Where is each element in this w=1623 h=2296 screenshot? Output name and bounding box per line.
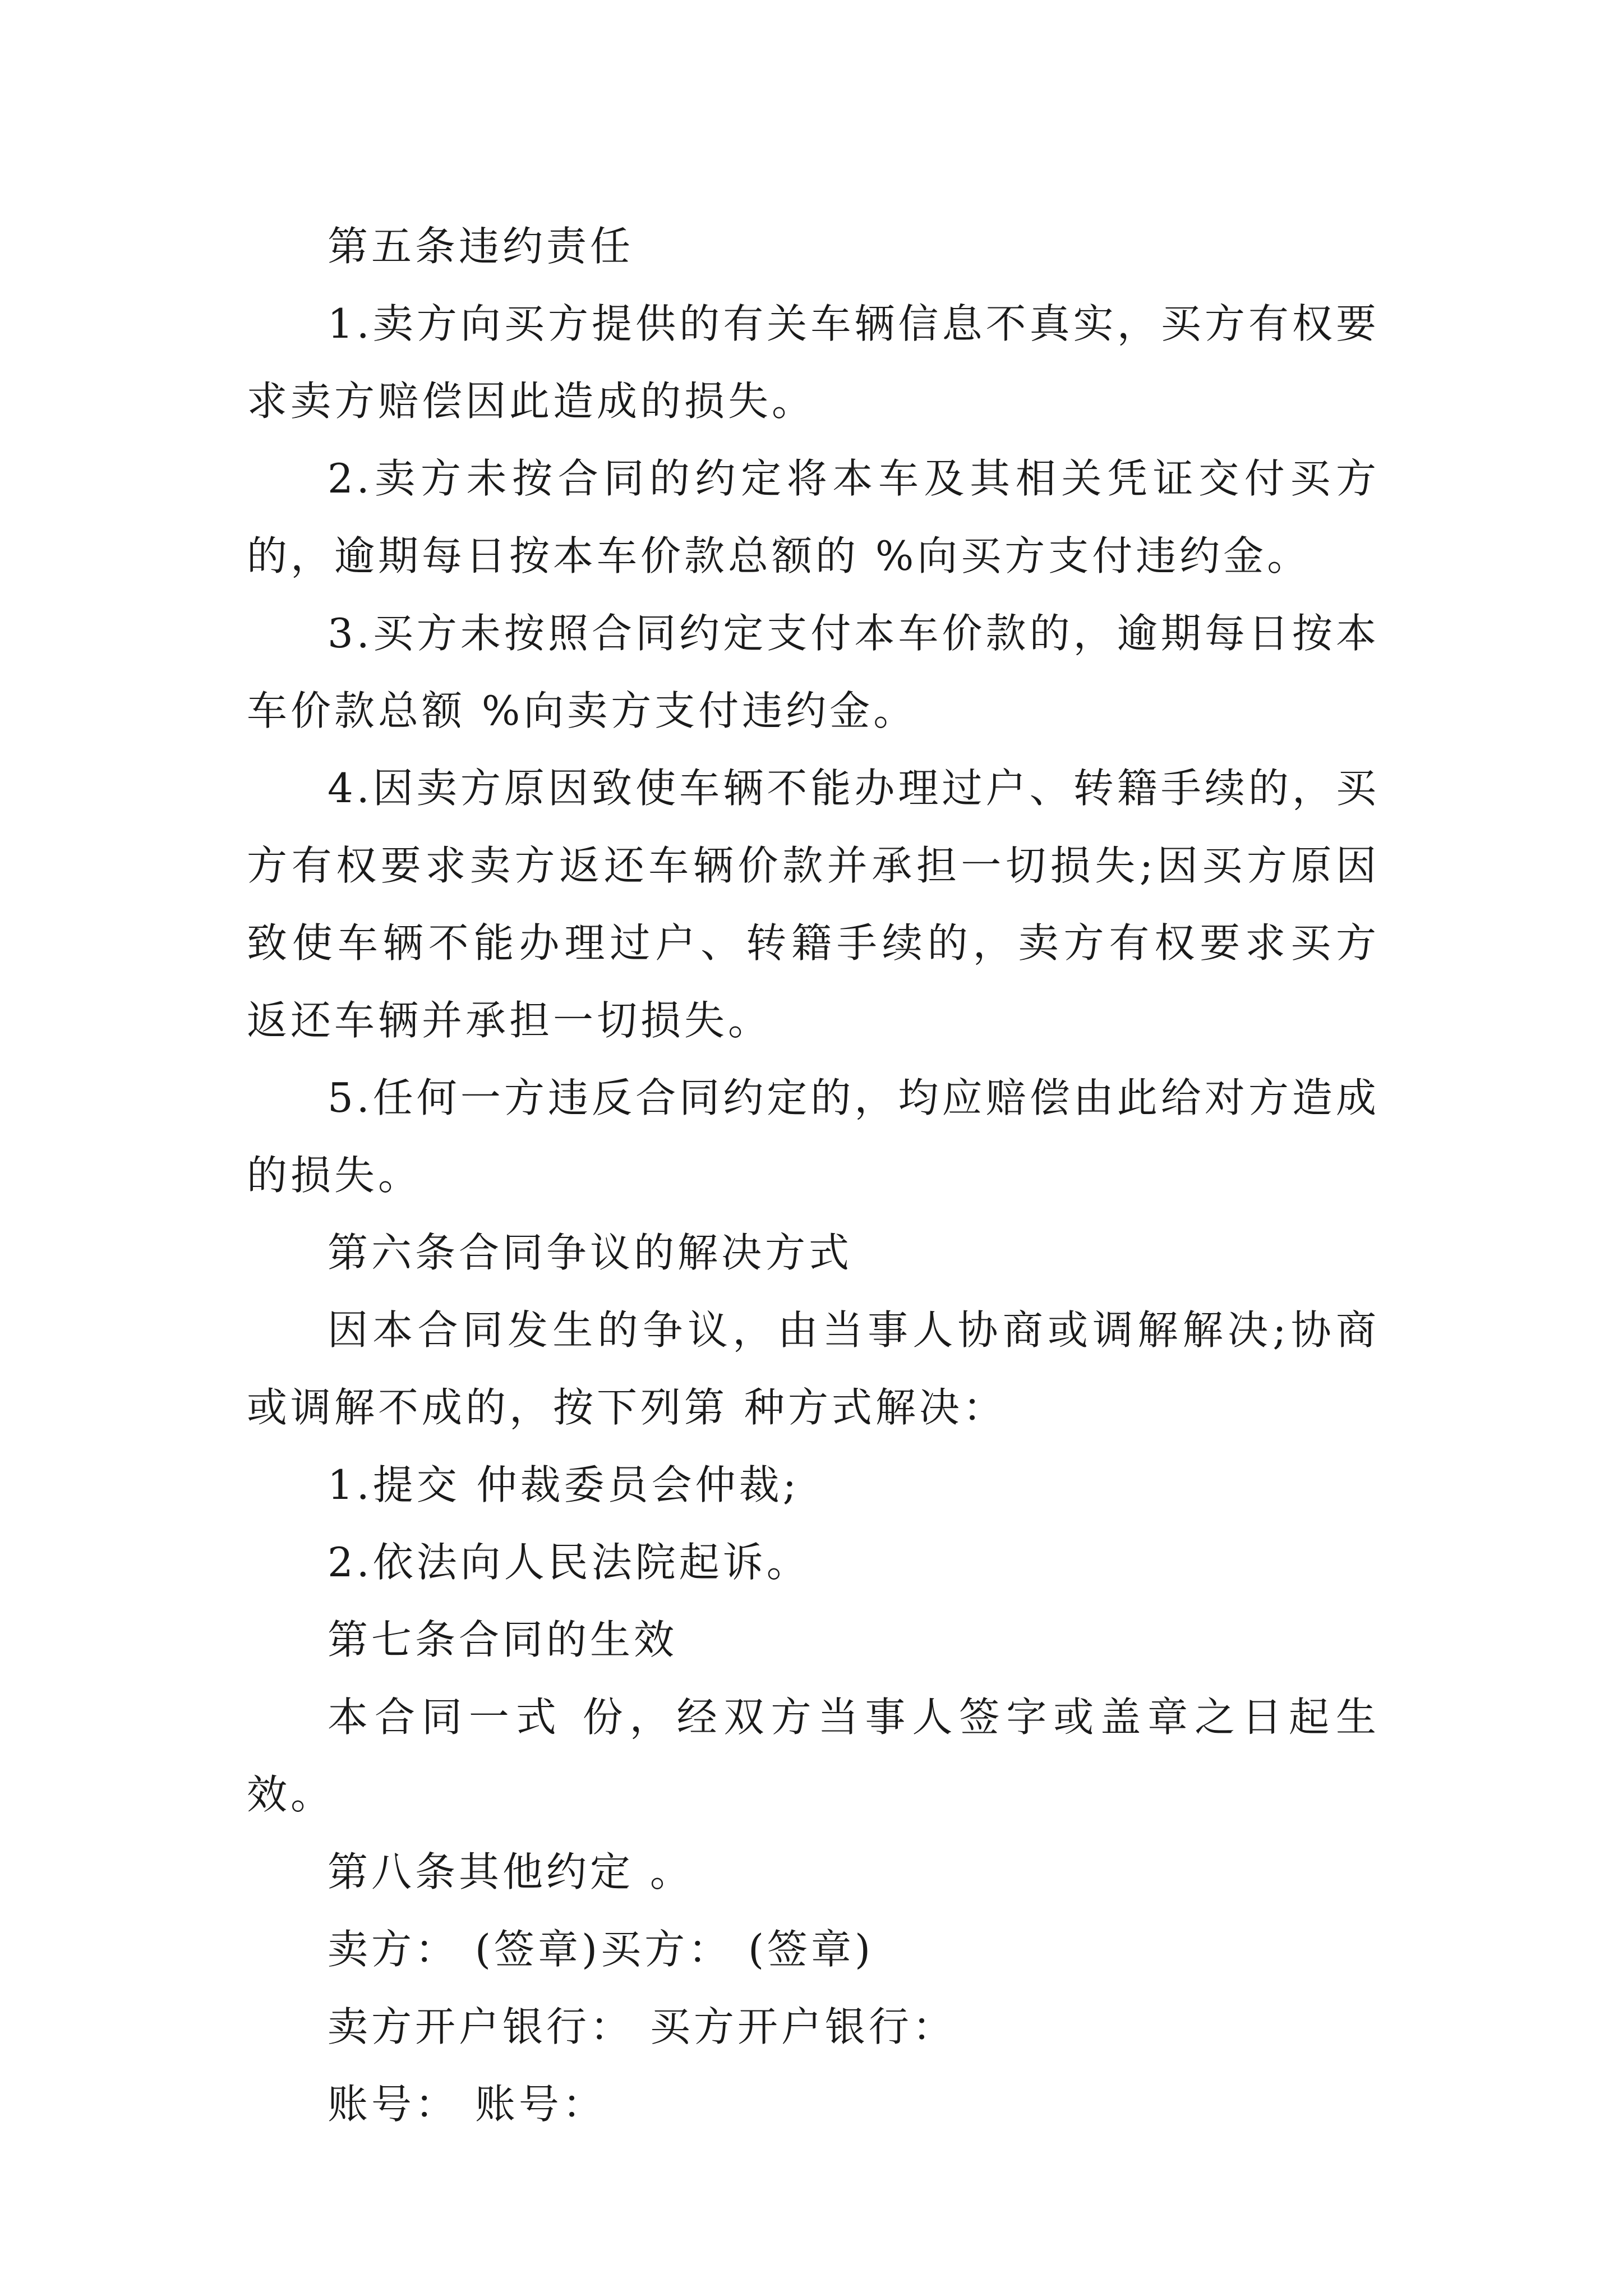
section-title-dispute: 第六条合同争议的解决方式 [328, 1229, 853, 1276]
clause-paragraph: 4.因卖方原因致使车辆不能办理过户、转籍手续的，买方有权要求卖方返还车辆价款并承担一切损失;因买方原因致使车辆不能办理过户、转籍手续的，卖方有权要求买方返还车辆并承担一切损失。 [247, 765, 1380, 1044]
signature-line: 卖方： (签章)买方： (签章) [328, 1926, 874, 1973]
clause-paragraph: 2.依法向人民法院起诉。 [328, 1539, 810, 1586]
clause-paragraph: 本合同一式 份，经双方当事人签字或盖章之日起生效。 [247, 1694, 1380, 1818]
clause-paragraph: 5.任何一方违反合同约定的，均应赔偿由此给对方造成的损失。 [247, 1074, 1380, 1199]
section-title-effect: 第七条合同的生效 [328, 1616, 678, 1663]
clause-paragraph: 因本合同发生的争议，由当事人协商或调解解决;协商或调解不成的，按下列第 种方式解决： [247, 1306, 1380, 1431]
section-title-breach: 第五条违约责任 [328, 223, 634, 270]
clause-paragraph: 3.买方未按照合同约定支付本车价款的，逾期每日按本车价款总额 %向卖方支付违约金。 [247, 610, 1380, 734]
clause-paragraph: 2.卖方未按合同的约定将本车及其相关凭证交付买方的，逾期每日按本车价款总额的 %向买方支付违约金。 [247, 455, 1380, 579]
section-title-other: 第八条其他约定 。 [328, 1848, 694, 1895]
clause-paragraph: 1.卖方向买方提供的有关车辆信息不真实，买方有权要求卖方赔偿因此造成的损失。 [247, 300, 1380, 425]
clause-paragraph: 1.提交 仲裁委员会仲裁; [328, 1461, 800, 1508]
account-line: 账号： 账号： [328, 2081, 606, 2128]
contract-body [247, 208, 1380, 2143]
bank-line: 卖方开户银行： 买方开户银行： [328, 2003, 956, 2050]
